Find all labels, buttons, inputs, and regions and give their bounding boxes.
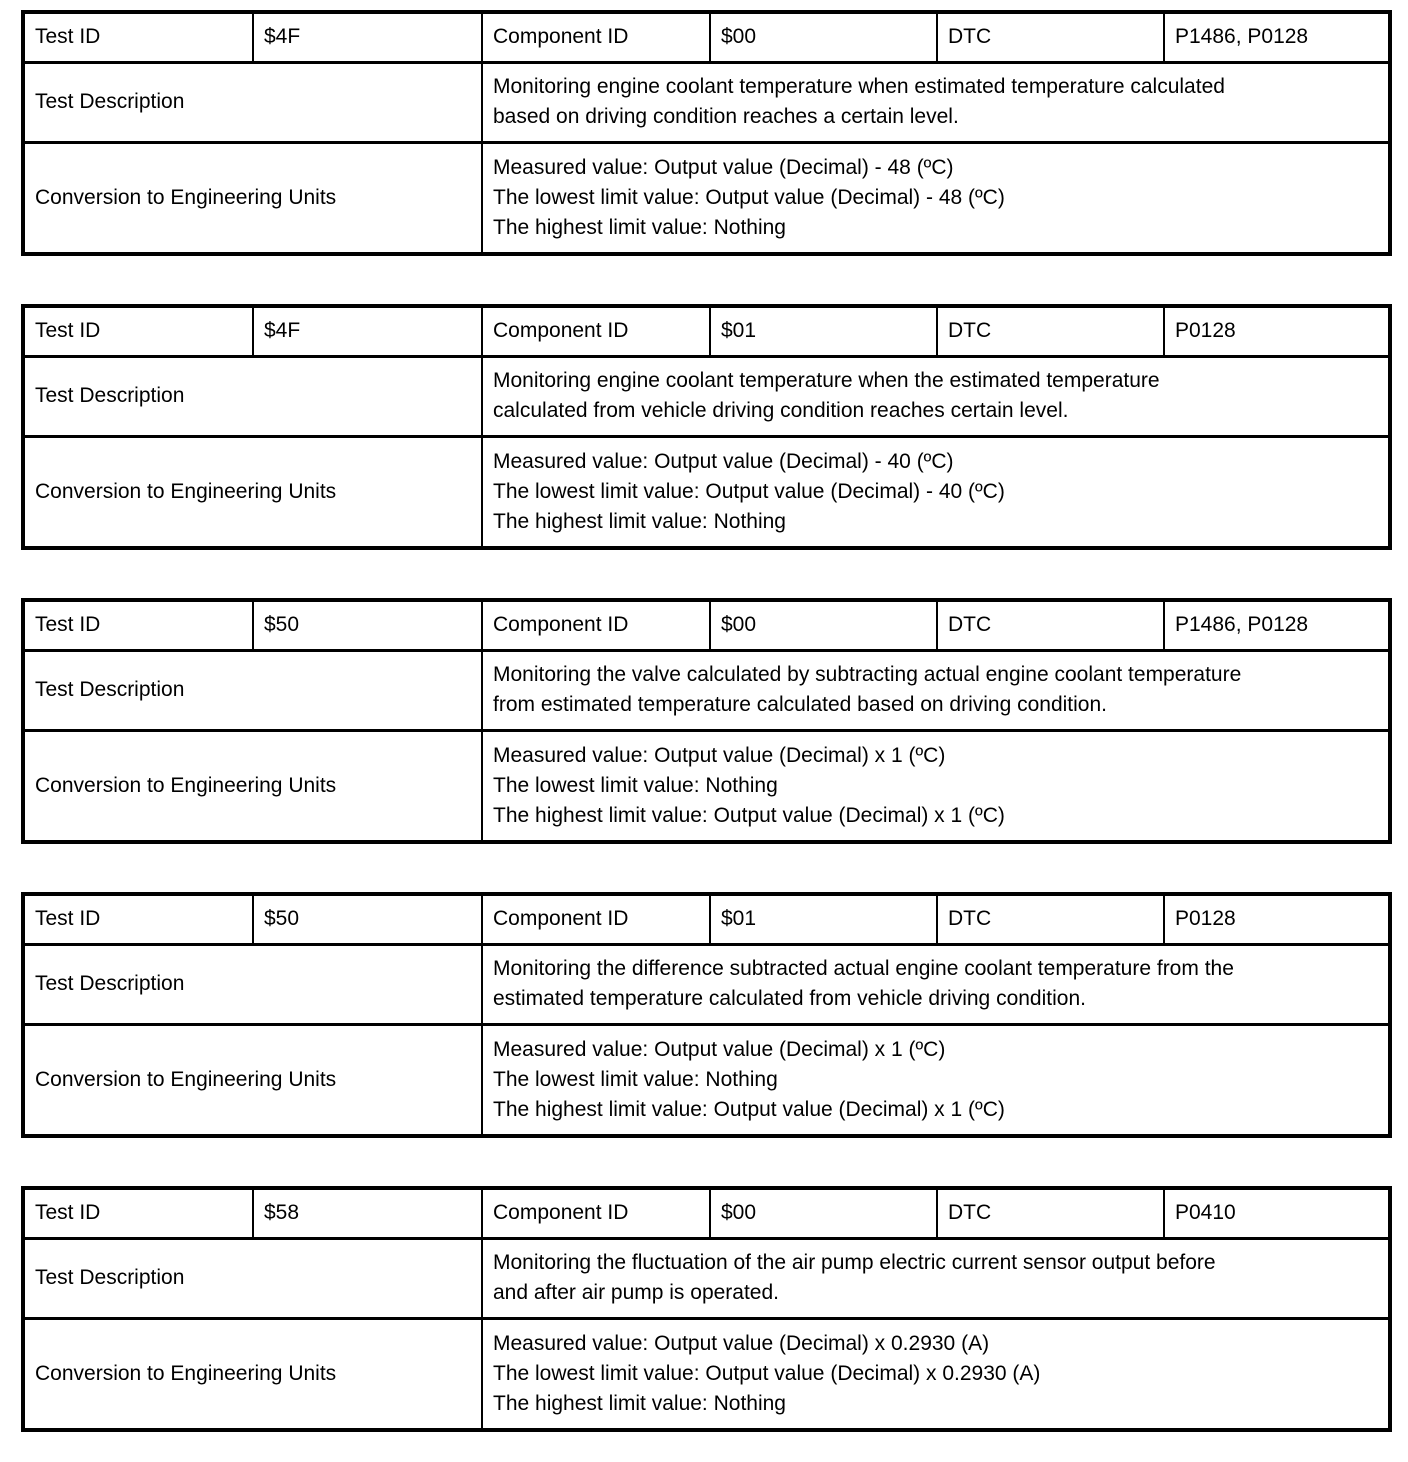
test-description-text xyxy=(482,650,1390,730)
test-id-row xyxy=(23,600,1390,650)
dtc-value: P0128 xyxy=(1164,306,1390,356)
dtc-label: DTC xyxy=(937,894,1164,944)
conversion-text xyxy=(482,142,1390,254)
test-description-text xyxy=(482,1238,1390,1318)
text-line: The highest limit value: Output value (Decimal) x 1 (ºC) xyxy=(493,803,1005,827)
test-id-label: Test ID xyxy=(23,12,253,62)
component-id-label: Component ID xyxy=(482,894,710,944)
conversion-text xyxy=(482,1318,1390,1430)
test-description-text xyxy=(482,944,1390,1024)
dtc-label: DTC xyxy=(937,12,1164,62)
text-line: based on driving condition reaches a certain level. xyxy=(493,105,959,128)
test-description-text xyxy=(482,356,1390,436)
text-line: The highest limit value: Nothing xyxy=(493,215,786,239)
test-spec-table-2 xyxy=(21,304,1392,550)
test-description-row xyxy=(23,62,1390,142)
test-id-row xyxy=(23,12,1390,62)
test-description-row xyxy=(23,944,1390,1024)
conversion-row xyxy=(23,436,1390,548)
test-spec-table-5 xyxy=(21,1186,1392,1432)
dtc-label: DTC xyxy=(937,306,1164,356)
component-id-label: Component ID xyxy=(482,600,710,650)
test-spec-table-3 xyxy=(21,598,1392,844)
dtc-value: P1486, P0128 xyxy=(1164,600,1390,650)
test-id-label: Test ID xyxy=(23,894,253,944)
test-description-row xyxy=(23,356,1390,436)
conversion-label: Conversion to Engineering Units xyxy=(23,1024,482,1136)
text-line: The highest limit value: Nothing xyxy=(493,1391,786,1415)
dtc-label: DTC xyxy=(937,600,1164,650)
test-description-label: Test Description xyxy=(23,650,482,730)
test-spec-table-1 xyxy=(21,10,1392,256)
dtc-value: P1486, P0128 xyxy=(1164,12,1390,62)
dtc-value: P0128 xyxy=(1164,894,1390,944)
conversion-row xyxy=(23,1024,1390,1136)
text-line: Measured value: Output value (Decimal) x 0.2930 (A) xyxy=(493,1331,990,1355)
text-line: from estimated temperature calculated based on driving condition. xyxy=(493,693,1108,716)
test-spec-table-4 xyxy=(21,892,1392,1138)
component-id-label: Component ID xyxy=(482,12,710,62)
text-line: Monitoring the valve calculated by subtracting actual engine coolant temperature xyxy=(493,663,1242,686)
test-id-row xyxy=(23,306,1390,356)
component-id-value: $00 xyxy=(710,12,937,62)
test-id-value: $50 xyxy=(253,894,482,944)
test-id-row xyxy=(23,1188,1390,1238)
text-line: and after air pump is operated. xyxy=(493,1281,780,1304)
conversion-text xyxy=(482,730,1390,842)
test-description-row xyxy=(23,650,1390,730)
conversion-label: Conversion to Engineering Units xyxy=(23,436,482,548)
text-line: Measured value: Output value (Decimal) - 40 (ºC) xyxy=(493,449,954,473)
text-line: The lowest limit value: Output value (Decimal) - 40 (ºC) xyxy=(493,479,1005,503)
text-line: The lowest limit value: Output value (Decimal) - 48 (ºC) xyxy=(493,185,1005,209)
test-description-text xyxy=(482,62,1390,142)
test-id-label: Test ID xyxy=(23,1188,253,1238)
test-description-label: Test Description xyxy=(23,1238,482,1318)
conversion-row xyxy=(23,1318,1390,1430)
component-id-label: Component ID xyxy=(482,1188,710,1238)
conversion-row xyxy=(23,142,1390,254)
dtc-label: DTC xyxy=(937,1188,1164,1238)
text-line: The lowest limit value: Nothing xyxy=(493,773,778,797)
dtc-value: P0410 xyxy=(1164,1188,1390,1238)
text-line: The lowest limit value: Nothing xyxy=(493,1067,778,1091)
test-id-value: $4F xyxy=(253,12,482,62)
text-line: The highest limit value: Nothing xyxy=(493,509,786,533)
component-id-value: $00 xyxy=(710,1188,937,1238)
test-description-label: Test Description xyxy=(23,356,482,436)
component-id-label: Component ID xyxy=(482,306,710,356)
text-line: Monitoring the difference subtracted actual engine coolant temperature from the xyxy=(493,957,1234,980)
test-id-value: $58 xyxy=(253,1188,482,1238)
conversion-row xyxy=(23,730,1390,842)
conversion-label: Conversion to Engineering Units xyxy=(23,730,482,842)
text-line: Monitoring engine coolant temperature when estimated temperature calculated xyxy=(493,75,1225,98)
text-line: Measured value: Output value (Decimal) x 1 (ºC) xyxy=(493,743,946,767)
text-line: Monitoring engine coolant temperature when the estimated temperature xyxy=(493,369,1160,392)
test-id-label: Test ID xyxy=(23,306,253,356)
test-id-label: Test ID xyxy=(23,600,253,650)
component-id-value: $01 xyxy=(710,306,937,356)
text-line: Monitoring the fluctuation of the air pump electric current sensor output before xyxy=(493,1251,1216,1274)
test-id-row xyxy=(23,894,1390,944)
text-line: estimated temperature calculated from vehicle driving condition. xyxy=(493,987,1086,1010)
text-line: Measured value: Output value (Decimal) x 1 (ºC) xyxy=(493,1037,946,1061)
conversion-label: Conversion to Engineering Units xyxy=(23,1318,482,1430)
component-id-value: $01 xyxy=(710,894,937,944)
conversion-label: Conversion to Engineering Units xyxy=(23,142,482,254)
conversion-text xyxy=(482,1024,1390,1136)
test-description-label: Test Description xyxy=(23,62,482,142)
text-line: The highest limit value: Output value (Decimal) x 1 (ºC) xyxy=(493,1097,1005,1121)
test-id-value: $4F xyxy=(253,306,482,356)
test-id-value: $50 xyxy=(253,600,482,650)
text-line: The lowest limit value: Output value (Decimal) x 0.2930 (A) xyxy=(493,1361,1041,1385)
component-id-value: $00 xyxy=(710,600,937,650)
text-line: Measured value: Output value (Decimal) - 48 (ºC) xyxy=(493,155,954,179)
text-line: calculated from vehicle driving condition reaches certain level. xyxy=(493,399,1069,422)
test-description-row xyxy=(23,1238,1390,1318)
test-description-label: Test Description xyxy=(23,944,482,1024)
conversion-text xyxy=(482,436,1390,548)
